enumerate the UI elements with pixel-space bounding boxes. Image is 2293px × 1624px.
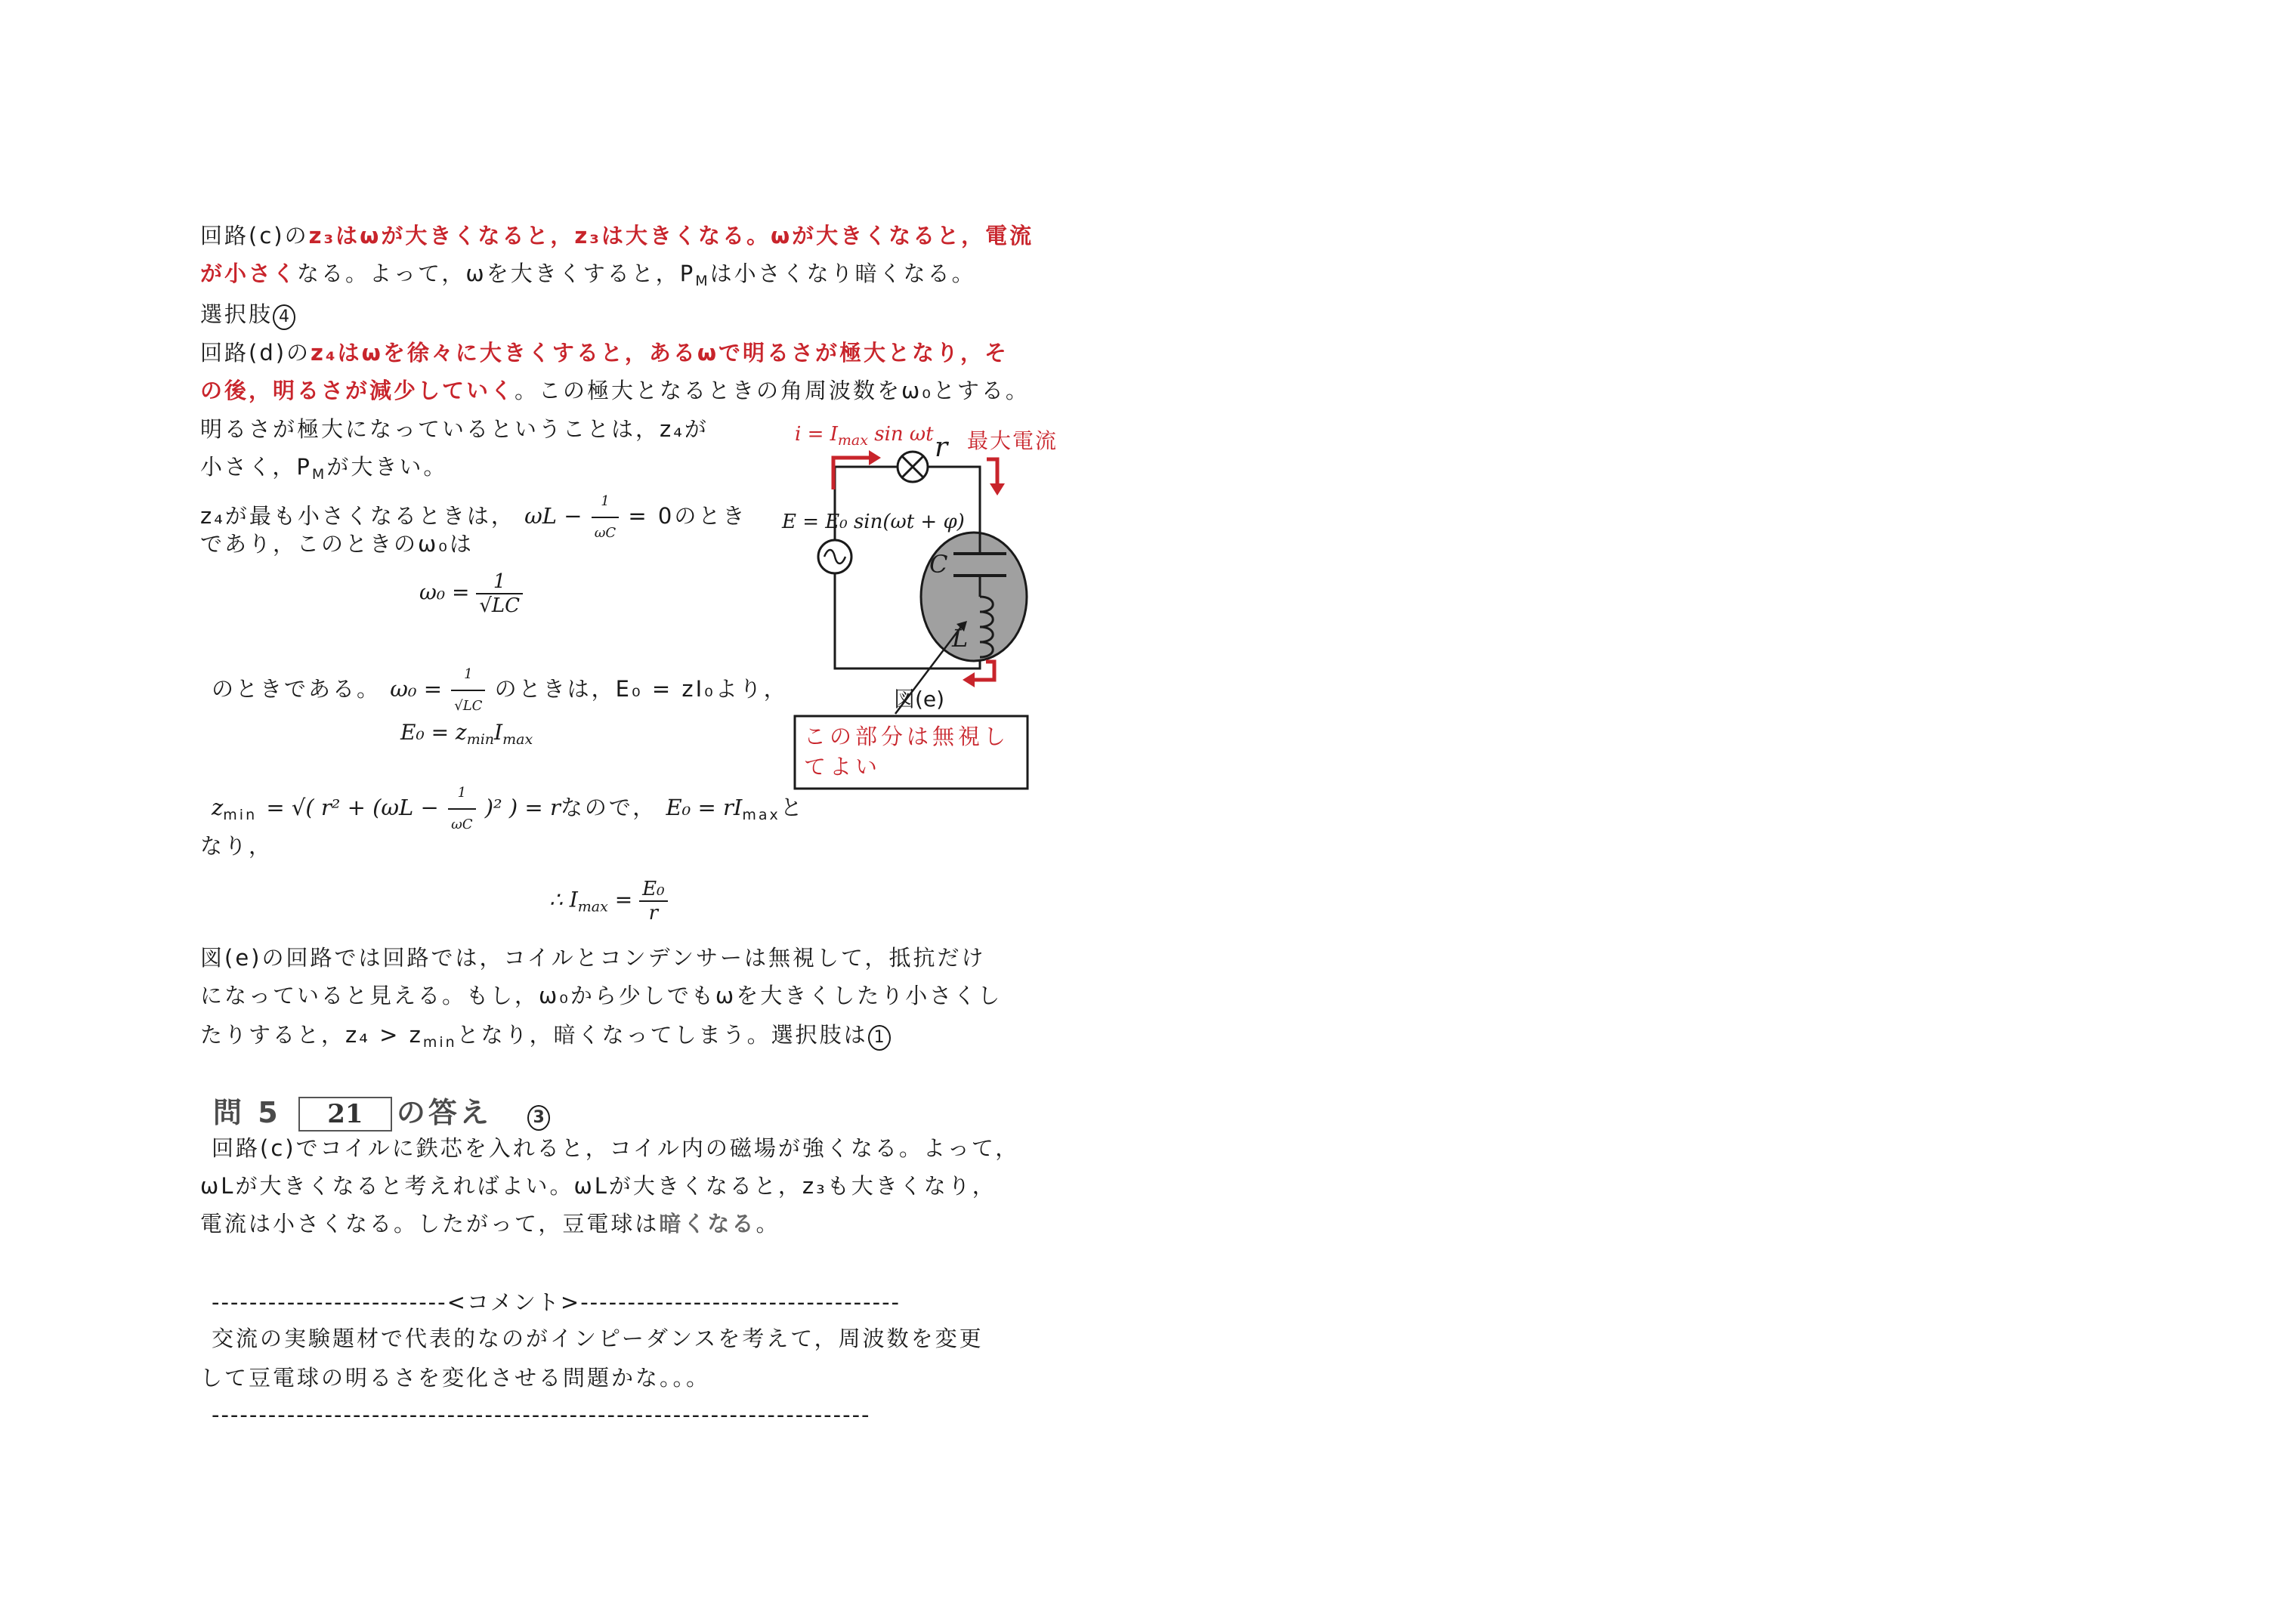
equation-zmin-line: $z_{min}$ = √( r² + (ωL − $\frac{1}{\omega C}$ )² ) = rなので， $E_0 = rI_{max}$と xyxy=(212,778,805,840)
para-d-line3: 明るさが極大になっているということは，z₄が xyxy=(200,416,709,442)
q5-line1: 回路(c)でコイルに鉄芯を入れると，コイル内の磁場が強くなる。よって， xyxy=(212,1135,1020,1161)
para-d-line9: 図(e)の回路では回路では，コイルとコンデンサーは無視して，抵抗だけ xyxy=(200,945,986,971)
fraction-1-over-omega-c: $\frac{1}{\omega C}$ xyxy=(592,486,619,548)
answer-box: 21 xyxy=(298,1097,392,1132)
para-c-line1: 回路(c)のz₃はωが大きくなると，z₃は大きくなる。ωが大きくなると，電流 xyxy=(200,223,1034,249)
para-d-line6: であり，このときのω₀は xyxy=(200,531,474,557)
para-d-line1: 回路(d)のz₄はωを徐々に大きくすると，あるωで明るさが極大となり，そ xyxy=(200,340,1009,366)
q5-line3: 電流は小さくなる。したがって，豆電球は暗くなる。 xyxy=(200,1211,780,1237)
para-d-line11: たりすると，$z_4 > z_{min}$となり，暗くなってしまう。選択肢は 1 xyxy=(200,1020,891,1057)
current-equation-label: $i = I_{max}$ sin ωt xyxy=(795,423,934,449)
para-c-line3: 選択肢 4 xyxy=(200,299,295,330)
resistor-label: r xyxy=(935,432,948,463)
para-d-line7: のときである。 ω₀ = $\frac{1}{√LC}$ のときは，E₀ = zI₀より， xyxy=(212,659,788,721)
choice-4-badge: 4 xyxy=(273,304,295,330)
para-d-line2: の後，明るさが減少していく。この極大となるときの角周波数をω₀とする。 xyxy=(200,378,1030,403)
current-arrow-bottom xyxy=(973,662,994,680)
para-d-line5: z₄が最も小さくなるときは， ωL − $\frac{1}{\omega C}$ = 0のとき xyxy=(200,486,746,548)
choice-1-badge: 1 xyxy=(868,1025,891,1051)
comment-top-rule: -------------------------<コメント>---------------------------------- xyxy=(212,1289,901,1315)
current-arrow-right xyxy=(987,459,997,483)
choice-3-badge: 3 xyxy=(527,1105,550,1131)
para-d-line4: 小さく，$P_M$が大きい。 xyxy=(200,454,448,483)
equation-imax: ∴ $I_{max}$ = $\frac{\text{E₀}}{r}$ xyxy=(549,878,668,925)
current-arrow-left xyxy=(833,458,869,489)
comment-line2: して豆電球の明るさを変化させる問題かな。。。 xyxy=(200,1365,711,1391)
note-text: この部分は無視し てよい xyxy=(804,724,1010,780)
para-c-red-text1: z₃はωが大きくなると，z₃は大きくなる。ωが大きくなると，電流 xyxy=(308,223,1034,249)
comment-line1: 交流の実験題材で代表的なのがインピーダンスを考えて，周波数を変更 xyxy=(212,1326,984,1351)
q5-line2: ωLが大きくなると考えればよい。ωLが大きくなると，z₃も大きくなり， xyxy=(200,1173,997,1199)
equation-e0: $E_0 = z_{min}I_{max}$ xyxy=(400,720,533,748)
comment-bottom-rule: ---------------------------------------------------------------------- xyxy=(212,1402,871,1428)
para-d-line8: なり， xyxy=(200,833,273,859)
question-5-header: 問 5 21 の答え 3 xyxy=(213,1089,550,1132)
capacitor-label: C xyxy=(929,550,948,579)
para-d-line10: になっていると見える。もし，ω₀から少しでもωを大きくしたり小さくし xyxy=(200,983,1003,1008)
figure-caption: 図(e) xyxy=(894,687,945,712)
source-equation-label: E = E₀ sin(ωt + φ) xyxy=(782,511,965,533)
equation-omega0: ω₀ = $\frac{1}{√LC}$ xyxy=(419,570,523,617)
para-c-line2: が小さくなる。よって，ωを大きくすると，$P_M$は小さくなり暗くなる。 xyxy=(200,261,976,289)
max-current-label: 最大電流 xyxy=(967,428,1058,453)
inductor-label: L xyxy=(952,624,969,653)
